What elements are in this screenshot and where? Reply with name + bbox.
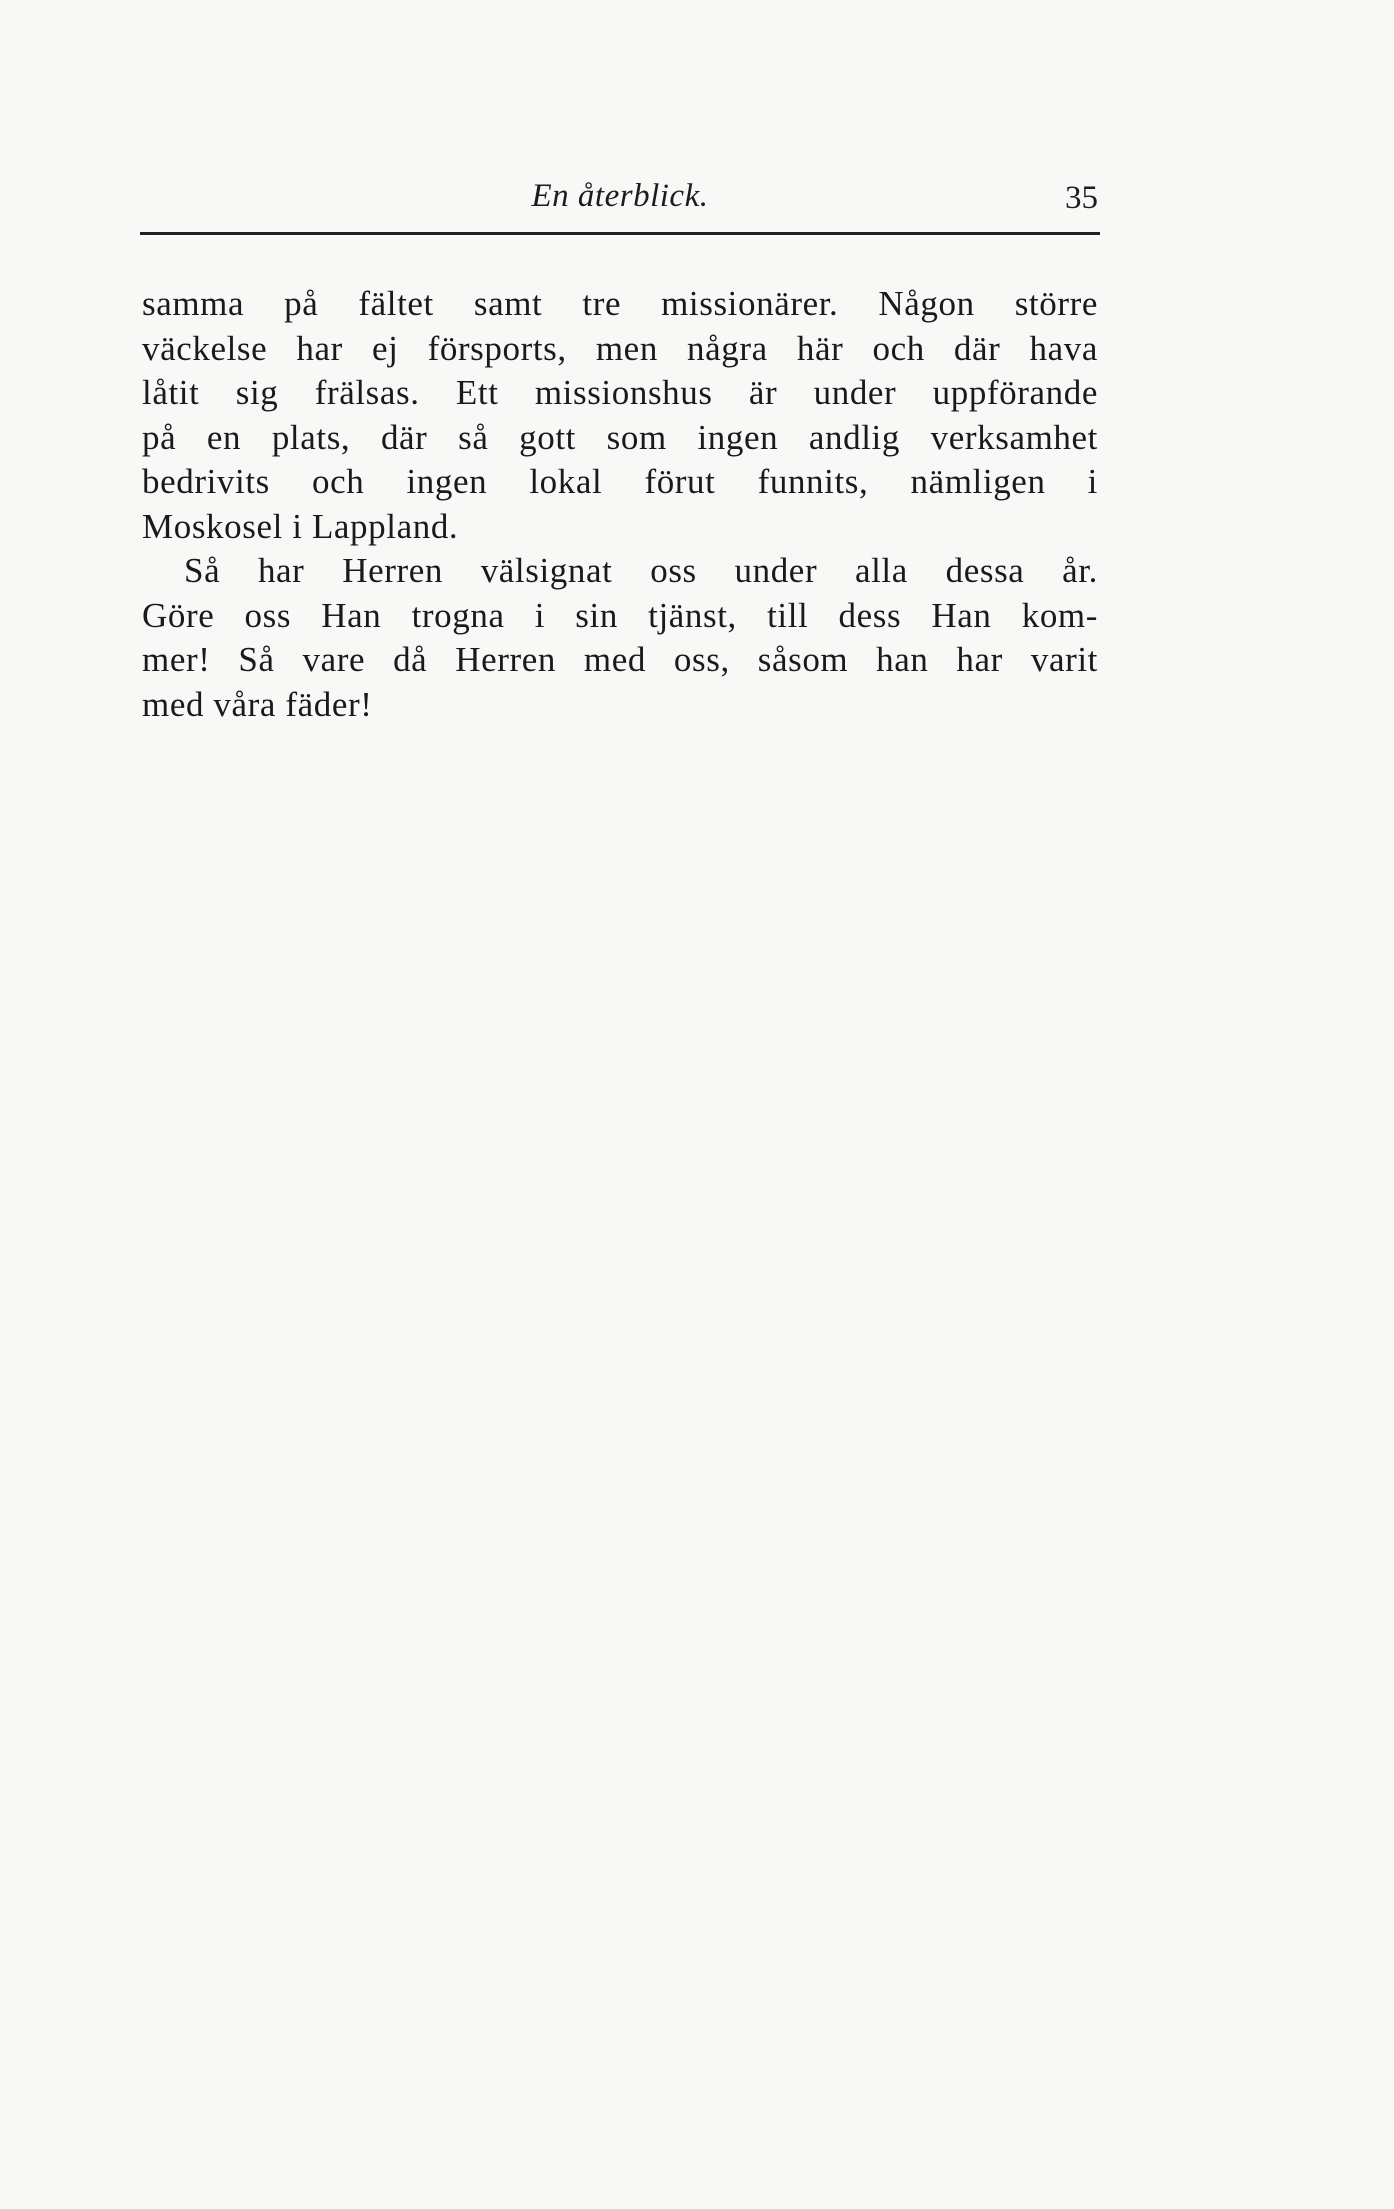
text-line: med våra fäder!: [142, 684, 373, 724]
text-line: på en plats, där så gott som ingen andlig verksamhet: [142, 417, 1098, 457]
text-line: Göre oss Han trogna i sin tjänst, till dess Han kom-: [142, 595, 1098, 635]
text-line: väckelse har ej försports, men några här och där hava: [142, 328, 1098, 368]
text-line: låtit sig frälsas. Ett missionshus är under uppförande: [142, 373, 1098, 412]
text-line: bedrivits och ingen lokal förut funnits, nämligen i: [142, 462, 1098, 501]
page-header: [142, 178, 1098, 226]
text-line: mer! Så vare då Herren med oss, såsom han har varit: [142, 640, 1098, 679]
body-text: [142, 282, 1098, 727]
text-line: Moskosel i Lappland.: [142, 506, 459, 546]
text-line: Så har Herren välsignat oss under alla dessa år.: [184, 551, 1098, 590]
running-title: En återblick.: [531, 178, 709, 214]
page-number: 35: [1065, 180, 1098, 216]
text-line: samma på fältet samt tre missionärer. Någon större: [142, 284, 1098, 323]
header-rule: [140, 232, 1100, 235]
